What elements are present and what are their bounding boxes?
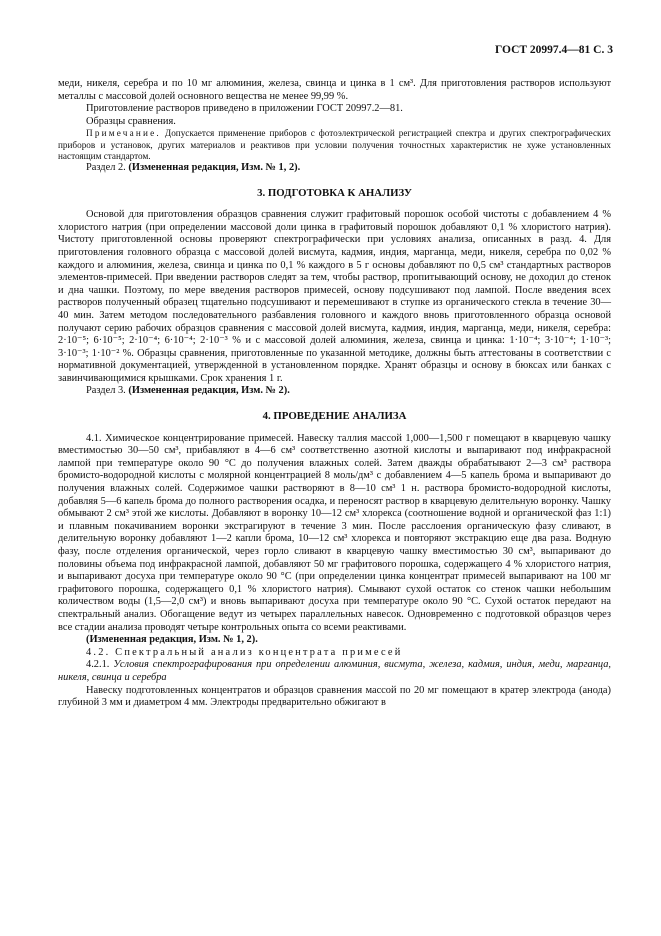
section3-edit-line bbox=[58, 385, 611, 398]
section2-edit-line bbox=[58, 162, 611, 175]
section3-prefix: Раздел 3. bbox=[86, 385, 126, 397]
note-label: Примечание. bbox=[86, 128, 161, 139]
page-header: ГОСТ 20997.4—81 С. 3 bbox=[494, 44, 613, 56]
edit-4-1: (Измененная редакция, Изм. № 1, 2). bbox=[86, 634, 258, 646]
edit-note-4-1 bbox=[58, 634, 611, 647]
section2-prefix: Раздел 2. bbox=[86, 161, 126, 173]
heading-section-3: 3. ПОДГОТОВКА К АНАЛИЗУ bbox=[257, 186, 412, 199]
paragraph-preparation: Основой для приготовления образцов сравнения служит графитовый порошок особой чистоты с добавлением 4 % хлористого натрия (при определении массовой доли цинка в графитовый порошок добавляют 0,1 % хлористого натрия). Чистоту приготовленной основы проверяют спектрографически при условиях анализа, описанных в разд. 4. Для приготовления головного образца с массовой долей висмута, кадмия, индия, марганца, меди, никеля, серебра по 0,02 % каждого и алюминия, железа, свинца и цинка по 0,1 % каждого в 5 г основы добавляют по 0,5 см³ стандартных растворов элементов-примесей. При введении растворов следят за тем, чтобы раствор, пропитывающий основу, не доходил до стенок и дна чашки. Поэтому, по мере введения растворов примесей, основу подсушивают под лампой. После введения всех растворов полученный образец тщательно подсушивают и перемешивают в ступке из органического стекла в течение 30—40 мин. Затем методом последовательного разбавления головного и каждого вновь приготовленного образца основой получают серию рабочих образцов сравнения с массовой долей висмута, кадмия, индия, марганца, меди, никеля, серебра: 2·10⁻⁵; 6·10⁻⁵; 2·10⁻⁴; 6·10⁻⁴; 2·10⁻³ % и с массовой долей алюминия, железа, свинца и цинка: 1·10⁻⁴; 3·10⁻⁴; 1·10⁻³; 3·10⁻³; 1·10⁻² %. Образцы сравнения, приготовленные по указанной методике, должны быть аттестованы в соответствии с нормативной документацией, утвержденной в установленном порядке. Хранят образцы и основу в бюксах или банках с завинчивающимися крышками. Срок хранения 1 г. bbox=[58, 209, 611, 384]
document-body bbox=[58, 78, 611, 710]
paragraph-solutions-appendix: Приготовление растворов приведено в приложении ГОСТ 20997.2—81. bbox=[86, 103, 403, 115]
paragraph-solutions: меди, никеля, серебра и по 10 мг алюминия, железа, свинца и цинка в 1 см³. Для приготовления растворов используют металлы с массовой долей основного вещества не менее 99,99 %. bbox=[58, 78, 611, 102]
paragraph-sample-loading: Навеску подготовленных концентратов и образцов сравнения массой по 20 мг помещают в кратер электрода (анода) глубиной 3 мм и диаметром 4 мм. Электроды предварительно обжигают в bbox=[58, 684, 611, 709]
note bbox=[58, 128, 611, 162]
paragraph-chemical-concentration: 4.1. Химическое концентрирование примесей. Навеску таллия массой 1,000—1,500 г помещают в кварцевую чашку вместимостью 30—50 см³, прибавляют в 4—6 см³ соответственно азотной кислоты и выпаривают под инфракрасной лампой при температуре около 90 °С до получения влажных солей. Затем дважды обрабатывают 2—3 см³ раствора бромисто-водородной кислоты с молярной концентрацией 8 моль/дм³ с добавлением 4—5 капель брома и выпаривают до получения влажных солей. Содержимое чашки растворяют в 8—10 см³ 1 н. раствора бромисто-водородной кислоты, добавляя 5—6 капель брома до полного растворения осадка, и переносят раствор в кварцевую делительную воронку. Чашку обмывают 2 см³ этой же кислоты. Добавляют в воронку 10—12 см³ хлорекса (соотношение водной и органической фаз 1:1) и плавным покачиванием воронки экстрагируют в течение 3 мин. После расслоения органическую фазу сливают, в делительную воронку добавляют 1—2 капли брома, 10—12 см³ хлорекса и повторяют экстракцию еще два раза. Водную фазу, после отделения органической, через горло сливают в кварцевую чашку вместимостью 30 см³, выпаривают до половины объема под инфракрасной лампой, добавляют 50 мг графитового порошка, содержащего 4 % хлористого натрия, и выпаривают досуха при температуре около 90 °С (при определении цинка концентрат примесей выпаривают на 100 мг графитового порошка, содержащего 0,1 % хлористого натрия). Смывают сухой остаток со стенок чашки небольшим количеством воды (1,5—2,0 см³) и вновь выпаривают досуха при температуре около 90 °С. Сухой остаток передают на спектральный анализ. Обогащение ведут из четырех параллельных навесок. Одновременно с подготовкой образцов через все стадии анализа проводят четыре контрольных опыта со всеми реактивами. bbox=[58, 432, 611, 633]
section3-edit: (Измененная редакция, Изм. № 2). bbox=[128, 385, 290, 397]
paragraph-reference-samples: Образцы сравнения. bbox=[86, 115, 176, 127]
subsection-4-2-1-title: Условия спектрографирования при определении алюминия, висмута, железа, кадмия, индия, меди, марганца, никеля, свинца и серебра bbox=[58, 659, 611, 683]
subsection-4-2-1-number: 4.2.1. bbox=[86, 659, 110, 671]
subsection-4-2-1 bbox=[58, 659, 611, 684]
subsection-4-2: 4.2. Спектральный анализ концентрата примесей bbox=[86, 646, 403, 658]
heading-section-4: 4. ПРОВЕДЕНИЕ АНАЛИЗА bbox=[262, 410, 407, 423]
note-text: Допускается применение приборов с фотоэлектрической регистрацией спектра и других спектрографических приборов и установок, других материалов и реактивов при условии получения точностных характеристик не хуже установленных настоящим стандартом. bbox=[58, 128, 611, 161]
section2-edit: (Измененная редакция, Изм. № 1, 2). bbox=[128, 161, 301, 173]
